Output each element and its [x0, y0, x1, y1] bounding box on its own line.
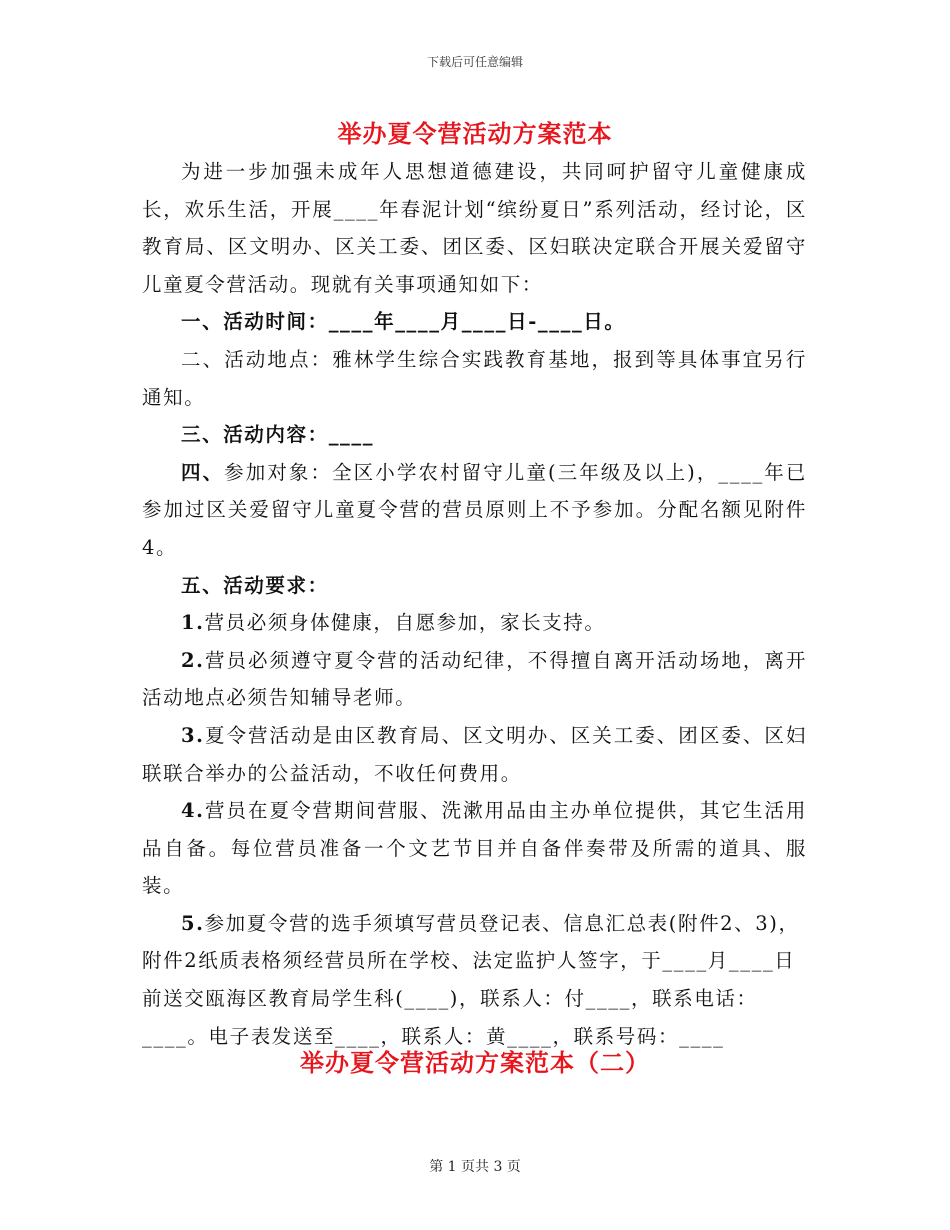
requirement-number: 3.	[181, 723, 205, 747]
requirement-text: 营员必须身体健康，自愿参加，家长支持。	[204, 611, 606, 635]
requirement-item	[142, 792, 807, 905]
section-activity-location: 二、活动地点：雅林学生综合实践教育基地，报到等具体事宜另行通知。	[142, 347, 807, 409]
page-footer: 第 1 页共 3 页	[429, 1159, 521, 1175]
requirement-number: 1.	[181, 611, 205, 635]
requirement-text: 营员必须遵守夏令营的活动纪律，不得擅自离开活动场地，离开活动地点必须告知辅导老师。	[142, 648, 807, 710]
header-note: 下载后可任意编辑	[426, 55, 523, 69]
requirement-item	[142, 717, 807, 792]
section-requirements-heading: 五、活动要求：	[181, 573, 329, 597]
requirement-item	[142, 905, 807, 1055]
section-participants-label: 四、	[181, 460, 225, 484]
requirement-item	[142, 604, 807, 642]
requirement-number: 2.	[181, 648, 205, 672]
requirement-number: 5.	[181, 911, 205, 935]
requirement-text: 夏令营活动是由区教育局、区文明办、区关工委、团区委、区妇联联合举办的公益活动，不收任何费用。	[142, 723, 807, 785]
intro-paragraph: 为进一步加强未成年人思想道德建设，共同呵护留守儿童健康成长，欢乐生活，开展____年春泥计划“缤纷夏日”系列活动，经讨论，区教育局、区文明办、区关工委、团区委、区妇联决定联合开展关爱留守儿童夏令营活动。现就有关事项通知如下：	[142, 160, 807, 296]
section-activity-time: 一、活动时间：____年____月____日-____日。	[181, 310, 626, 334]
requirement-text: 参加夏令营的选手须填写营员登记表、信息汇总表(附件2、3)，附件2纸质表格须经营员所在学校、法定监护人签字，于____月____日前送交瓯海区教育局学生科(____)，联系人：付____，联系电话：____。电子表发送至____，联系人：黄____，联系号码：____	[142, 911, 800, 1048]
section-participants-text: 参加对象：全区小学农村留守儿童(三年级及以上)，____年已参加过区关爱留守儿童夏令营的营员原则上不予参加。分配名额见附件4。	[142, 460, 807, 559]
document-title: 举办夏令营活动方案范本	[337, 119, 613, 148]
requirement-number: 4.	[181, 799, 205, 823]
section-participants	[142, 454, 807, 567]
document-body	[142, 153, 807, 1055]
second-document-title: 举办夏令营活动方案范本（二）	[300, 1048, 650, 1077]
requirement-text: 营员在夏令营期间营服、洗漱用品由主办单位提供，其它生活用品自备。每位营员准备一个文艺节目并自备伴奏带及所需的道具、服装。	[142, 799, 807, 898]
section-activity-content: 三、活动内容：____	[181, 423, 375, 447]
requirement-item	[142, 642, 807, 717]
